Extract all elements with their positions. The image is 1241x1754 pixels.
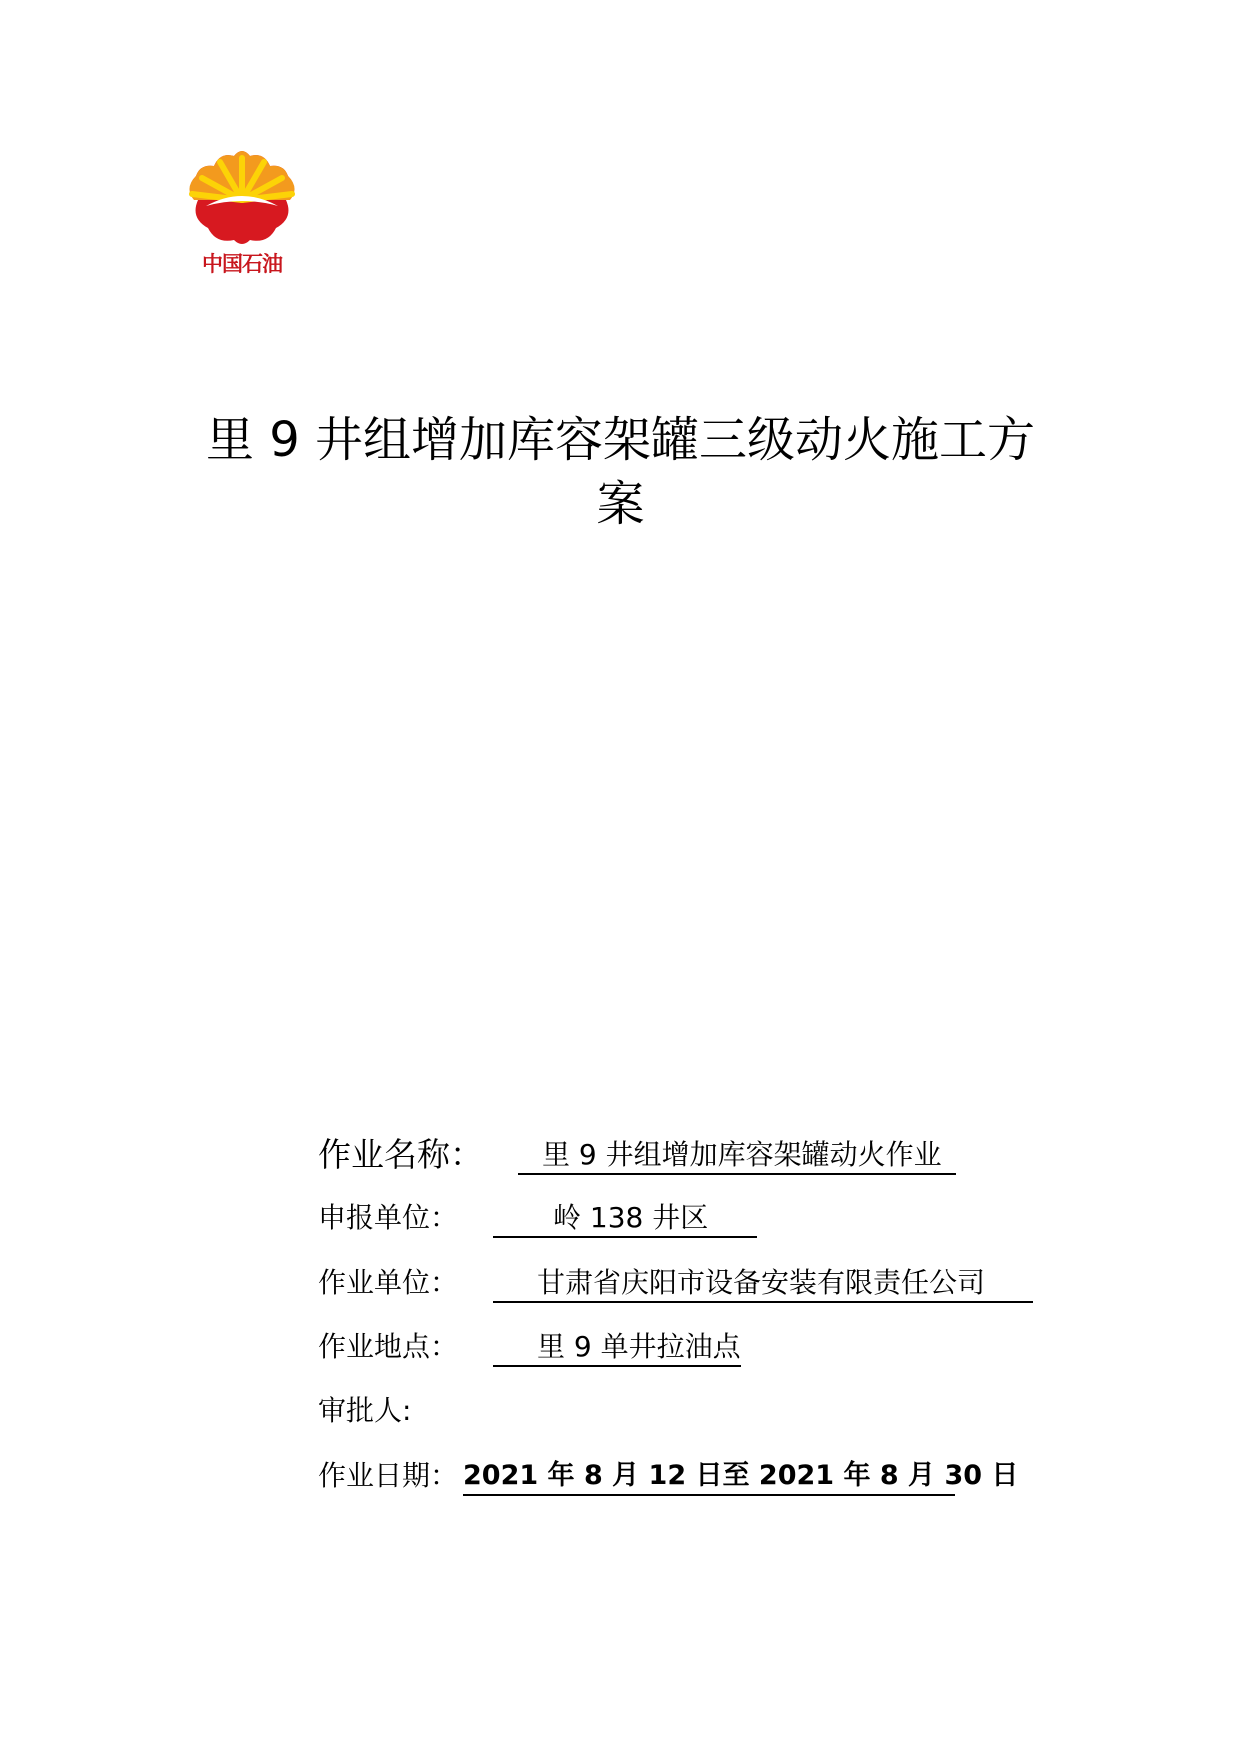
location-row bbox=[318, 1327, 741, 1367]
emblem-yellow-rays bbox=[192, 158, 292, 200]
work-unit-row bbox=[318, 1263, 986, 1303]
work-unit-label: 作业单位： bbox=[318, 1266, 459, 1299]
job-name-label: 作业名称： bbox=[318, 1135, 483, 1174]
location-value: 里 9 单井拉油点 bbox=[493, 1327, 741, 1367]
date-row bbox=[318, 1456, 1019, 1496]
report-unit-value: 岭 138 井区 bbox=[493, 1198, 757, 1238]
title-line-1: 里 9 井组增加库容架罐三级动火施工方 bbox=[205, 412, 1036, 468]
title-line-2: 案 bbox=[596, 476, 645, 532]
report-unit-label: 申报单位： bbox=[318, 1201, 459, 1234]
date-label: 作业日期： bbox=[318, 1459, 459, 1492]
work-unit-value: 甘肃省庆阳市设备安装有限责任公司 bbox=[493, 1263, 1033, 1303]
approver-row bbox=[318, 1391, 411, 1431]
document-title bbox=[170, 408, 1071, 536]
logo-text: 中国石油 bbox=[202, 252, 282, 276]
approver-label: 审批人: bbox=[318, 1394, 412, 1427]
petrochina-emblem-icon bbox=[186, 148, 298, 248]
job-name-value: 里 9 井组增加库容架罐动火作业 bbox=[518, 1135, 956, 1175]
location-label: 作业地点： bbox=[318, 1330, 459, 1363]
job-name-row bbox=[318, 1135, 942, 1175]
date-value: 2021 年 8 月 12 日至 2021 年 8 月 30 日 bbox=[463, 1456, 955, 1496]
report-unit-row bbox=[318, 1198, 709, 1238]
petrochina-logo bbox=[186, 148, 298, 278]
